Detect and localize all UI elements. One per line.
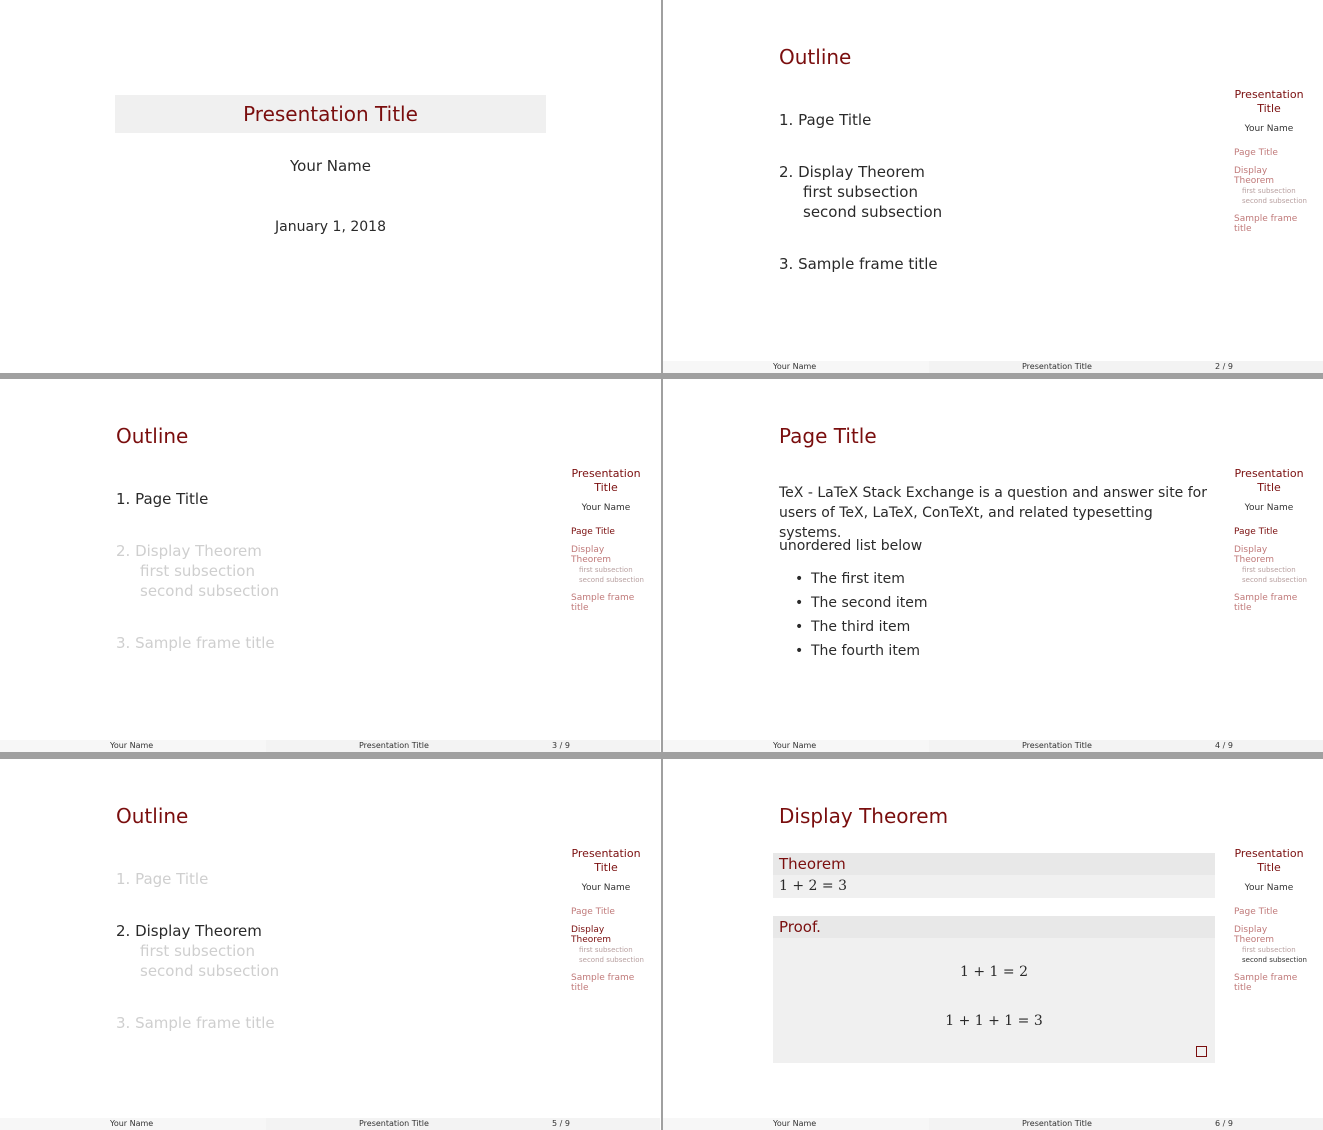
page-number: 2 / 9 (1215, 362, 1233, 371)
toc-section-label: 2. Display Theorem (779, 163, 925, 181)
slide-2 (663, 0, 1323, 373)
sidebar-subitem-first[interactable]: first subsection (1242, 187, 1296, 195)
sidebar-subitem-first[interactable]: first subsection (579, 566, 633, 574)
footer-title: Presentation Title (359, 741, 429, 750)
frame-title: Outline (116, 804, 189, 828)
list-label: unordered list below (779, 538, 923, 554)
footer (663, 1118, 1323, 1130)
footer-author: Your Name (773, 741, 817, 750)
presentation-title: Presentation Title (243, 102, 418, 126)
equation-2: 1 + 1 + 1 = 3 (945, 1013, 1043, 1029)
page-number: 4 / 9 (1215, 741, 1233, 750)
sidebar-item-display-theorem[interactable]: Display Theorem first subsection second subsection (1229, 166, 1309, 206)
footer-title: Presentation Title (1022, 362, 1092, 371)
sidebar-subitem-second[interactable]: second subsection (579, 956, 644, 964)
toc-section-1[interactable]: 1. Page Title (116, 870, 209, 888)
theorem-body: 1 + 2 = 3 (779, 878, 847, 894)
slide-4 (663, 379, 1323, 752)
footer-title: Presentation Title (359, 1119, 429, 1128)
page-number: 6 / 9 (1215, 1119, 1233, 1128)
sidebar-item-page-title[interactable]: Page Title (1234, 148, 1278, 158)
slide-6 (663, 759, 1323, 1130)
sidebar-item-display-theorem[interactable]: Display Theorem first subsection second subsection (1229, 925, 1309, 965)
sidebar-item-page-title[interactable]: Page Title (1234, 907, 1278, 917)
page-number: 5 / 9 (552, 1119, 570, 1128)
table-of-contents (779, 110, 942, 306)
sidebar-title: Presentation Title (571, 847, 641, 874)
sidebar-subitem-first[interactable]: first subsection (1242, 946, 1296, 954)
sidebar-item-page-title[interactable]: Page Title (571, 907, 615, 917)
frame-title: Outline (779, 45, 852, 69)
sidebar-author: Your Name (581, 503, 631, 513)
footer-author: Your Name (773, 1119, 817, 1128)
equation-1: 1 + 1 = 2 (960, 964, 1028, 980)
sidebar-item-display-theorem[interactable]: Display Theorem first subsection second subsection (566, 925, 646, 965)
sidebar-item-sample-frame[interactable]: Sample frame title (571, 593, 635, 613)
sidebar-item-sample-frame[interactable]: Sample frame title (1234, 593, 1298, 613)
navigation-sidebar (1229, 88, 1309, 234)
toc-section-3[interactable]: 3. Sample frame title (116, 634, 275, 652)
frame-title: Outline (116, 424, 189, 448)
footer (663, 361, 1323, 373)
sidebar-subitem-second[interactable]: second subsection (579, 576, 644, 584)
presentation-date: January 1, 2018 (275, 219, 386, 235)
list-item: • The fourth item (795, 639, 928, 663)
frame-title: Page Title (779, 424, 877, 448)
navigation-sidebar (1229, 847, 1309, 993)
sidebar-title: Presentation Title (1234, 88, 1304, 115)
title-block (115, 95, 546, 133)
sidebar-title: Presentation Title (571, 467, 641, 494)
sidebar-item-display-theorem[interactable]: Display Theorem first subsection second subsection (1229, 545, 1309, 585)
sidebar-author: Your Name (1244, 124, 1294, 134)
toc-section-2[interactable] (779, 162, 942, 222)
sidebar-item-sample-frame[interactable]: Sample frame title (1234, 214, 1298, 234)
sidebar-author: Your Name (581, 883, 631, 893)
toc-section-2[interactable] (116, 921, 279, 981)
theorem-label: Theorem (773, 853, 1215, 875)
sidebar-item-page-title[interactable]: Page Title (1234, 527, 1278, 537)
bullet-list (795, 567, 928, 663)
toc-section-label: 2. Display Theorem (116, 922, 262, 940)
footer-author: Your Name (773, 362, 817, 371)
table-of-contents (116, 489, 279, 685)
toc-subsection-2[interactable]: second subsection (803, 203, 943, 221)
sidebar-subitem-second[interactable]: second subsection (1242, 956, 1307, 964)
list-item: • The first item (795, 567, 928, 591)
proof-label: Proof. (773, 916, 1215, 938)
list-item: • The third item (795, 615, 928, 639)
sidebar-title: Presentation Title (1234, 847, 1304, 874)
sidebar-subitem-first[interactable]: first subsection (579, 946, 633, 954)
toc-section-3[interactable]: 3. Sample frame title (779, 255, 938, 273)
qed-square-icon (1196, 1046, 1207, 1057)
toc-subsection-1[interactable]: first subsection (140, 562, 255, 580)
navigation-sidebar (1229, 467, 1309, 613)
page-number: 3 / 9 (552, 741, 570, 750)
slide-3 (0, 379, 661, 752)
body-paragraph: TeX - LaTeX Stack Exchange is a question and answer site for users of TeX, LaTeX, ConTeXt, and related typesetting systems. (779, 485, 1207, 541)
theorem-block (773, 853, 1215, 898)
toc-section-label: 2. Display Theorem (116, 542, 262, 560)
footer (0, 1118, 661, 1130)
footer (0, 740, 661, 752)
navigation-sidebar (566, 467, 646, 613)
sidebar-author: Your Name (1244, 503, 1294, 513)
frame-title: Display Theorem (779, 804, 949, 828)
toc-section-1[interactable]: 1. Page Title (779, 111, 872, 129)
sidebar-item-sample-frame[interactable]: Sample frame title (571, 973, 635, 993)
footer-author: Your Name (110, 741, 154, 750)
toc-subsection-2[interactable]: second subsection (140, 582, 280, 600)
slide-1 (0, 0, 661, 373)
sidebar-item-page-title[interactable]: Page Title (571, 527, 615, 537)
footer (663, 740, 1323, 752)
slide-5 (0, 759, 661, 1130)
sidebar-subitem-first[interactable]: first subsection (1242, 566, 1296, 574)
footer-title: Presentation Title (1022, 1119, 1092, 1128)
sidebar-item-display-theorem[interactable]: Display Theorem first subsection second subsection (566, 545, 646, 585)
list-item: • The second item (795, 591, 928, 615)
footer-author: Your Name (110, 1119, 154, 1128)
navigation-sidebar (566, 847, 646, 993)
proof-block (773, 916, 1215, 1063)
toc-section-2[interactable] (116, 541, 279, 601)
toc-subsection-2[interactable]: second subsection (140, 962, 280, 980)
author-name: Your Name (289, 157, 372, 175)
sidebar-title: Presentation Title (1234, 467, 1304, 494)
table-of-contents (116, 869, 279, 1065)
sidebar-author: Your Name (1244, 883, 1294, 893)
sidebar-subitem-second[interactable]: second subsection (1242, 197, 1307, 205)
footer-title: Presentation Title (1022, 741, 1092, 750)
sidebar-item-sample-frame[interactable]: Sample frame title (1234, 973, 1298, 993)
sidebar-subitem-second[interactable]: second subsection (1242, 576, 1307, 584)
toc-subsection-1[interactable]: first subsection (803, 183, 918, 201)
toc-section-1[interactable]: 1. Page Title (116, 490, 209, 508)
toc-section-3[interactable]: 3. Sample frame title (116, 1014, 275, 1032)
toc-subsection-1[interactable]: first subsection (140, 942, 255, 960)
